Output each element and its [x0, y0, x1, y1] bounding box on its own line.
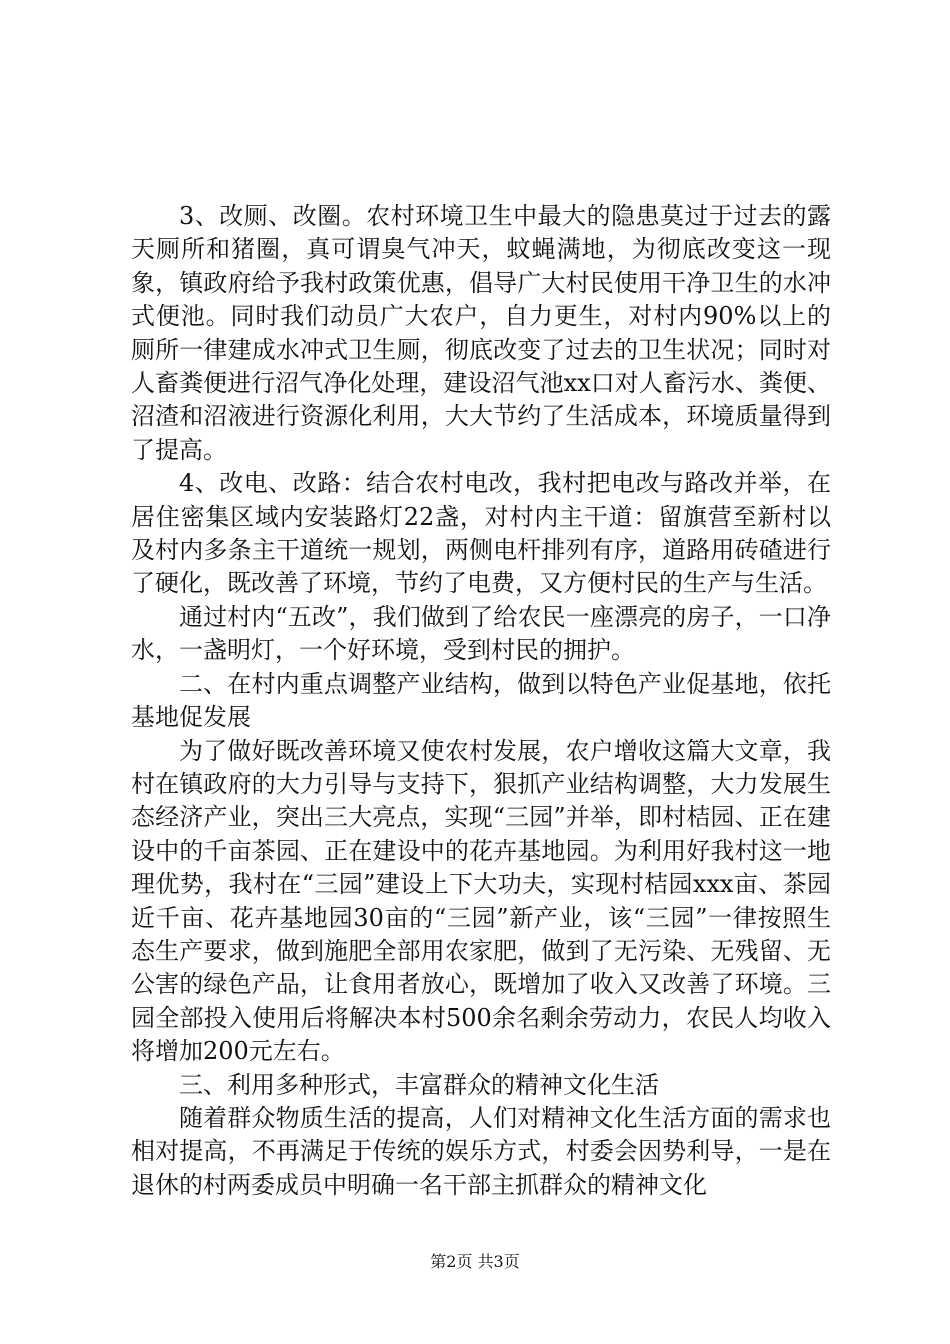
paragraph-five-reforms-summary: 通过村内“五改”，我们做到了给农民一座漂亮的房子，一口净水，一盏明灯，一个好环境，受到村民的拥护。 — [131, 602, 831, 665]
paragraph-power-road-reform: 4、改电、改路：结合农村电改，我村把电改与路改并举，在居住密集区域内安装路灯22盏，对村内主干道：留旗营至新村以及村内多条主干道统一规划，两侧电杆排列有序，道路用砖碴进行了硬化，既改善了环境，节约了电费，又方便村民的生产与生活。 — [131, 469, 831, 598]
paragraph-three-gardens: 为了做好既改善环境又使农村发展，农户增收这篇大文章，我村在镇政府的大力引导与支持下，狠抓产业结构调整，大力发展生态经济产业，突出三大亮点，实现“三园”并举，即村桔园、正在建设中的千亩茶园、正在建设中的花卉基地园。为利用好我村这一地理优势，我村在“三园”建设上下大功夫，实现村桔园xxx亩、茶园近千亩、花卉基地园30亩的“三园”新产业，该“三园”一律按照生态生产要求，做到施肥全部用农家肥，做到了无污染、无残留、无公害的绿色产品，让食用者放心，既增加了收入又改善了环境。三园全部投入使用后将解决本村500余名剩余劳动力，农民人均收入将增加200元左右。 — [131, 736, 831, 1066]
heading-industry-structure: 二、在村内重点调整产业结构，做到以特色产业促基地，依托基地促发展 — [131, 669, 831, 732]
paragraph-cultural-needs: 随着群众物质生活的提高，人们对精神文化生活方面的需求也相对提高，不再满足于传统的娱乐方式，村委会因势利导，一是在退休的村两委成员中明确一名干部主抓群众的精神文化 — [131, 1103, 831, 1199]
heading-cultural-life: 三、利用多种形式，丰富群众的精神文化生活 — [179, 1070, 659, 1099]
document-body — [131, 200, 831, 1202]
page-number-footer: 第2页 共3页 — [430, 1252, 520, 1271]
paragraph-toilet-pen-reform: 3、改厕、改圈。农村环境卫生中最大的隐患莫过于过去的露天厕所和猪圈，真可谓臭气冲天，蚊蝇满地，为彻底改变这一现象，镇政府给予我村政策优惠，倡导广大村民使用干净卫生的水冲式便池。同时我们动员广大农户，自力更生，对村内90%以上的厕所一律建成水冲式卫生厕，彻底改变了过去的卫生状况；同时对人畜粪便进行沼气净化处理，建设沼气池xx口对人畜污水、粪便、沼渣和沼液进行资源化利用，大大节约了生活成本，环境质量得到了提高。 — [131, 202, 831, 464]
